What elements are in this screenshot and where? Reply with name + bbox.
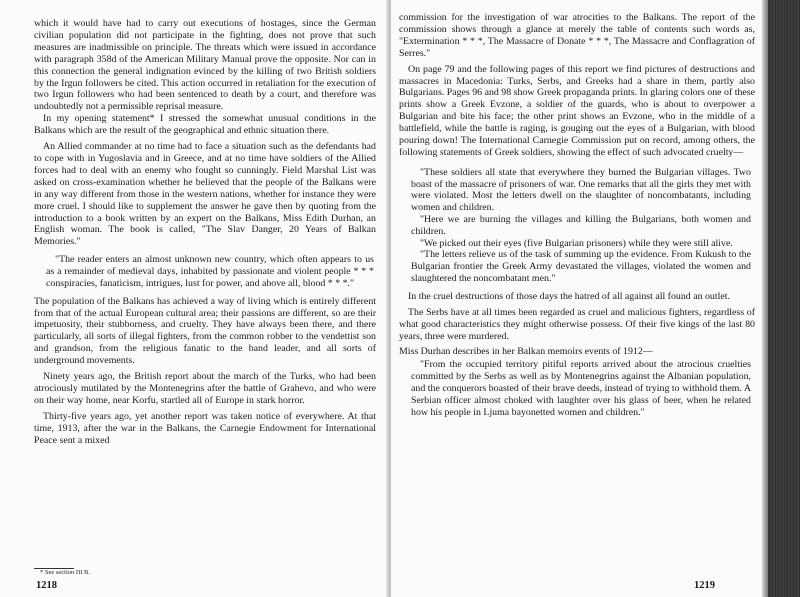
page-number-left: 1218 — [36, 580, 57, 591]
block-quote — [46, 254, 374, 289]
paragraph: The Serbs have at all times been regarded as cruel and malicious fighters, regardless of what good characteristics they might otherwise possess. Of their five kings of the last 80 years, three were murdered. — [399, 306, 755, 342]
paragraph: which it would have had to carry out executions of hostages, since the German civilian population did not participate in the fighting, does not prove that such measures are inadmissible on principle. The threats which were issued in accordance with paragraph 358d of the American Military Manual prove the opposite. Nor can in this connection the general indignation evinced by the killing of two British soldiers by the Irgun followers be cited. This action occurred in retaliation for the execution of two Irgun followers who had been sentenced to death by a court, and therefore was undoubtedly not a permissible reprisal measure. — [34, 18, 376, 113]
quote-text: "From the occupied territory pitiful reports arrived about the atrocious cruelties committed by the Serbs as well as by Montenegrins against the Albanian population, and the conquerors boasted of their brave deeds, instead of trying to withhold them. A Serbian officer almost choked with laughter over his glass of beer, when he related how his people in Ljuma bayonetted women and children." — [411, 359, 751, 418]
paragraph: The population of the Balkans has achieved a way of living which is entirely different from that of the actual European cultural area; their passions are different, so are their impetuosity, their stubborness, and cruelty. They have always been there, and there particularly, all sorts of illegal fighters, from the common robber to the vendettist son and grandson, from the religious fanatic to the band leader, and all sorts of underground movements. — [34, 295, 376, 367]
paragraph: On page 79 and the following pages of this report we find pictures of destructions and massacres in Macedonia: Turks, Serbs, and Greeks had a share in them, partly also Bulgarians. Pages 96 and 98 show Greek propaganda prints. In glaring colors one of these prints show a Greek Evzone, a soldier of the guards, who is about to overpower a Bulgarian and bite his face; the other print shows an Evzone, who in the middle of a battlefield, while the battle is raging, is gouging out the eyes of a Bulgarian, with blood pouring down! The International Carnegie Commission put on record, among others, the following statements of Greek soldiers, showing the effect of such advocated cruelty— — [399, 63, 755, 158]
paragraph: Thirty-five years ago, yet another report was taken notice of everywhere. At that time, 1913, after the war in the Balkans, the Carnegie Endowment for International Peace sent a mixed — [34, 410, 376, 446]
paragraph: An Allied commander at no time had to face a situation such as the defendants had to cope with in Yugoslavia and in Greece, and at no time have soldiers of the Allied forces had to deal with an enemy who fought so cunningly. Field Marshal List was asked on cross-examination whether he believed that the people of the Balkans were in any way different from those in the western nations, whether for instance they were more cruel. I should like to supplement the answer he gave then by quoting from the introduction to a book written by an expert on the Balkans, Miss Edith Durhan, an English woman. The book is called, "The Slav Danger, 20 Years of Balkan Memories." — [34, 141, 376, 248]
quote-text: "Here we are burning the villages and killing the Bulgarians, both women and children. — [411, 214, 751, 237]
quote-text: "The reader enters an almost unknown new country, which often appears to us as a remainder of medieval days, inhabited by passionate and violent people * * * conspiracies, fanaticism, intrigues, lust for power, and above all, blood * * *." — [46, 254, 374, 289]
quote-text: "We picked out their eyes (five Bulgarian prisoners) while they were still alive. — [420, 237, 733, 249]
paragraph: commission for the investigation of war atrocities to the Balkans. The report of the commission shows through a glance at merely the table of contents such words as, "Extermination * * *, The Massacre of Donate * * *, The Massacre and Conflagration of Serres." — [399, 12, 755, 59]
right-page — [391, 0, 761, 597]
footnote: * See section III B. — [40, 569, 91, 576]
block-quote — [411, 167, 751, 285]
block-quote — [411, 359, 751, 418]
page-number-right: 1219 — [694, 580, 715, 591]
paragraph: In my opening statement* I stressed the somewhat unusual conditions in the Balkans which are the result of the geographical and ethnic situation there. — [34, 113, 376, 137]
paragraph: Ninety years ago, the British report about the march of the Turks, who had been atrociously mutilated by the Montenegrins after the battle of Grahevo, and who were on their way home, near Korfu, startled all of Europe in stark horror. — [34, 371, 376, 406]
quote-text: "These soldiers all state that everywhere they burned the Bulgarian villages. Two boast of the massacre of prisoners of war. One remarks that all the girls they met with were violated. Most the letters dwell on the slaughter of noncombatants, including women and children. — [411, 166, 751, 214]
right-page-text — [399, 12, 755, 418]
left-page — [0, 0, 388, 597]
quote-text: "The letters relieve us of the task of summing up the evidence. From Kukush to the Bulgarian frontier the Greek Army devastated the villages, violated the women and slaughtered the noncombatant men." — [411, 249, 751, 285]
paragraph: In the cruel destructions of those days the hatred of all against all found an outlet. — [408, 290, 730, 302]
paragraph: Miss Durhan describes in her Balkan memoirs events of 1912— — [399, 346, 653, 358]
page-edges — [762, 0, 800, 597]
left-page-text — [34, 18, 376, 446]
